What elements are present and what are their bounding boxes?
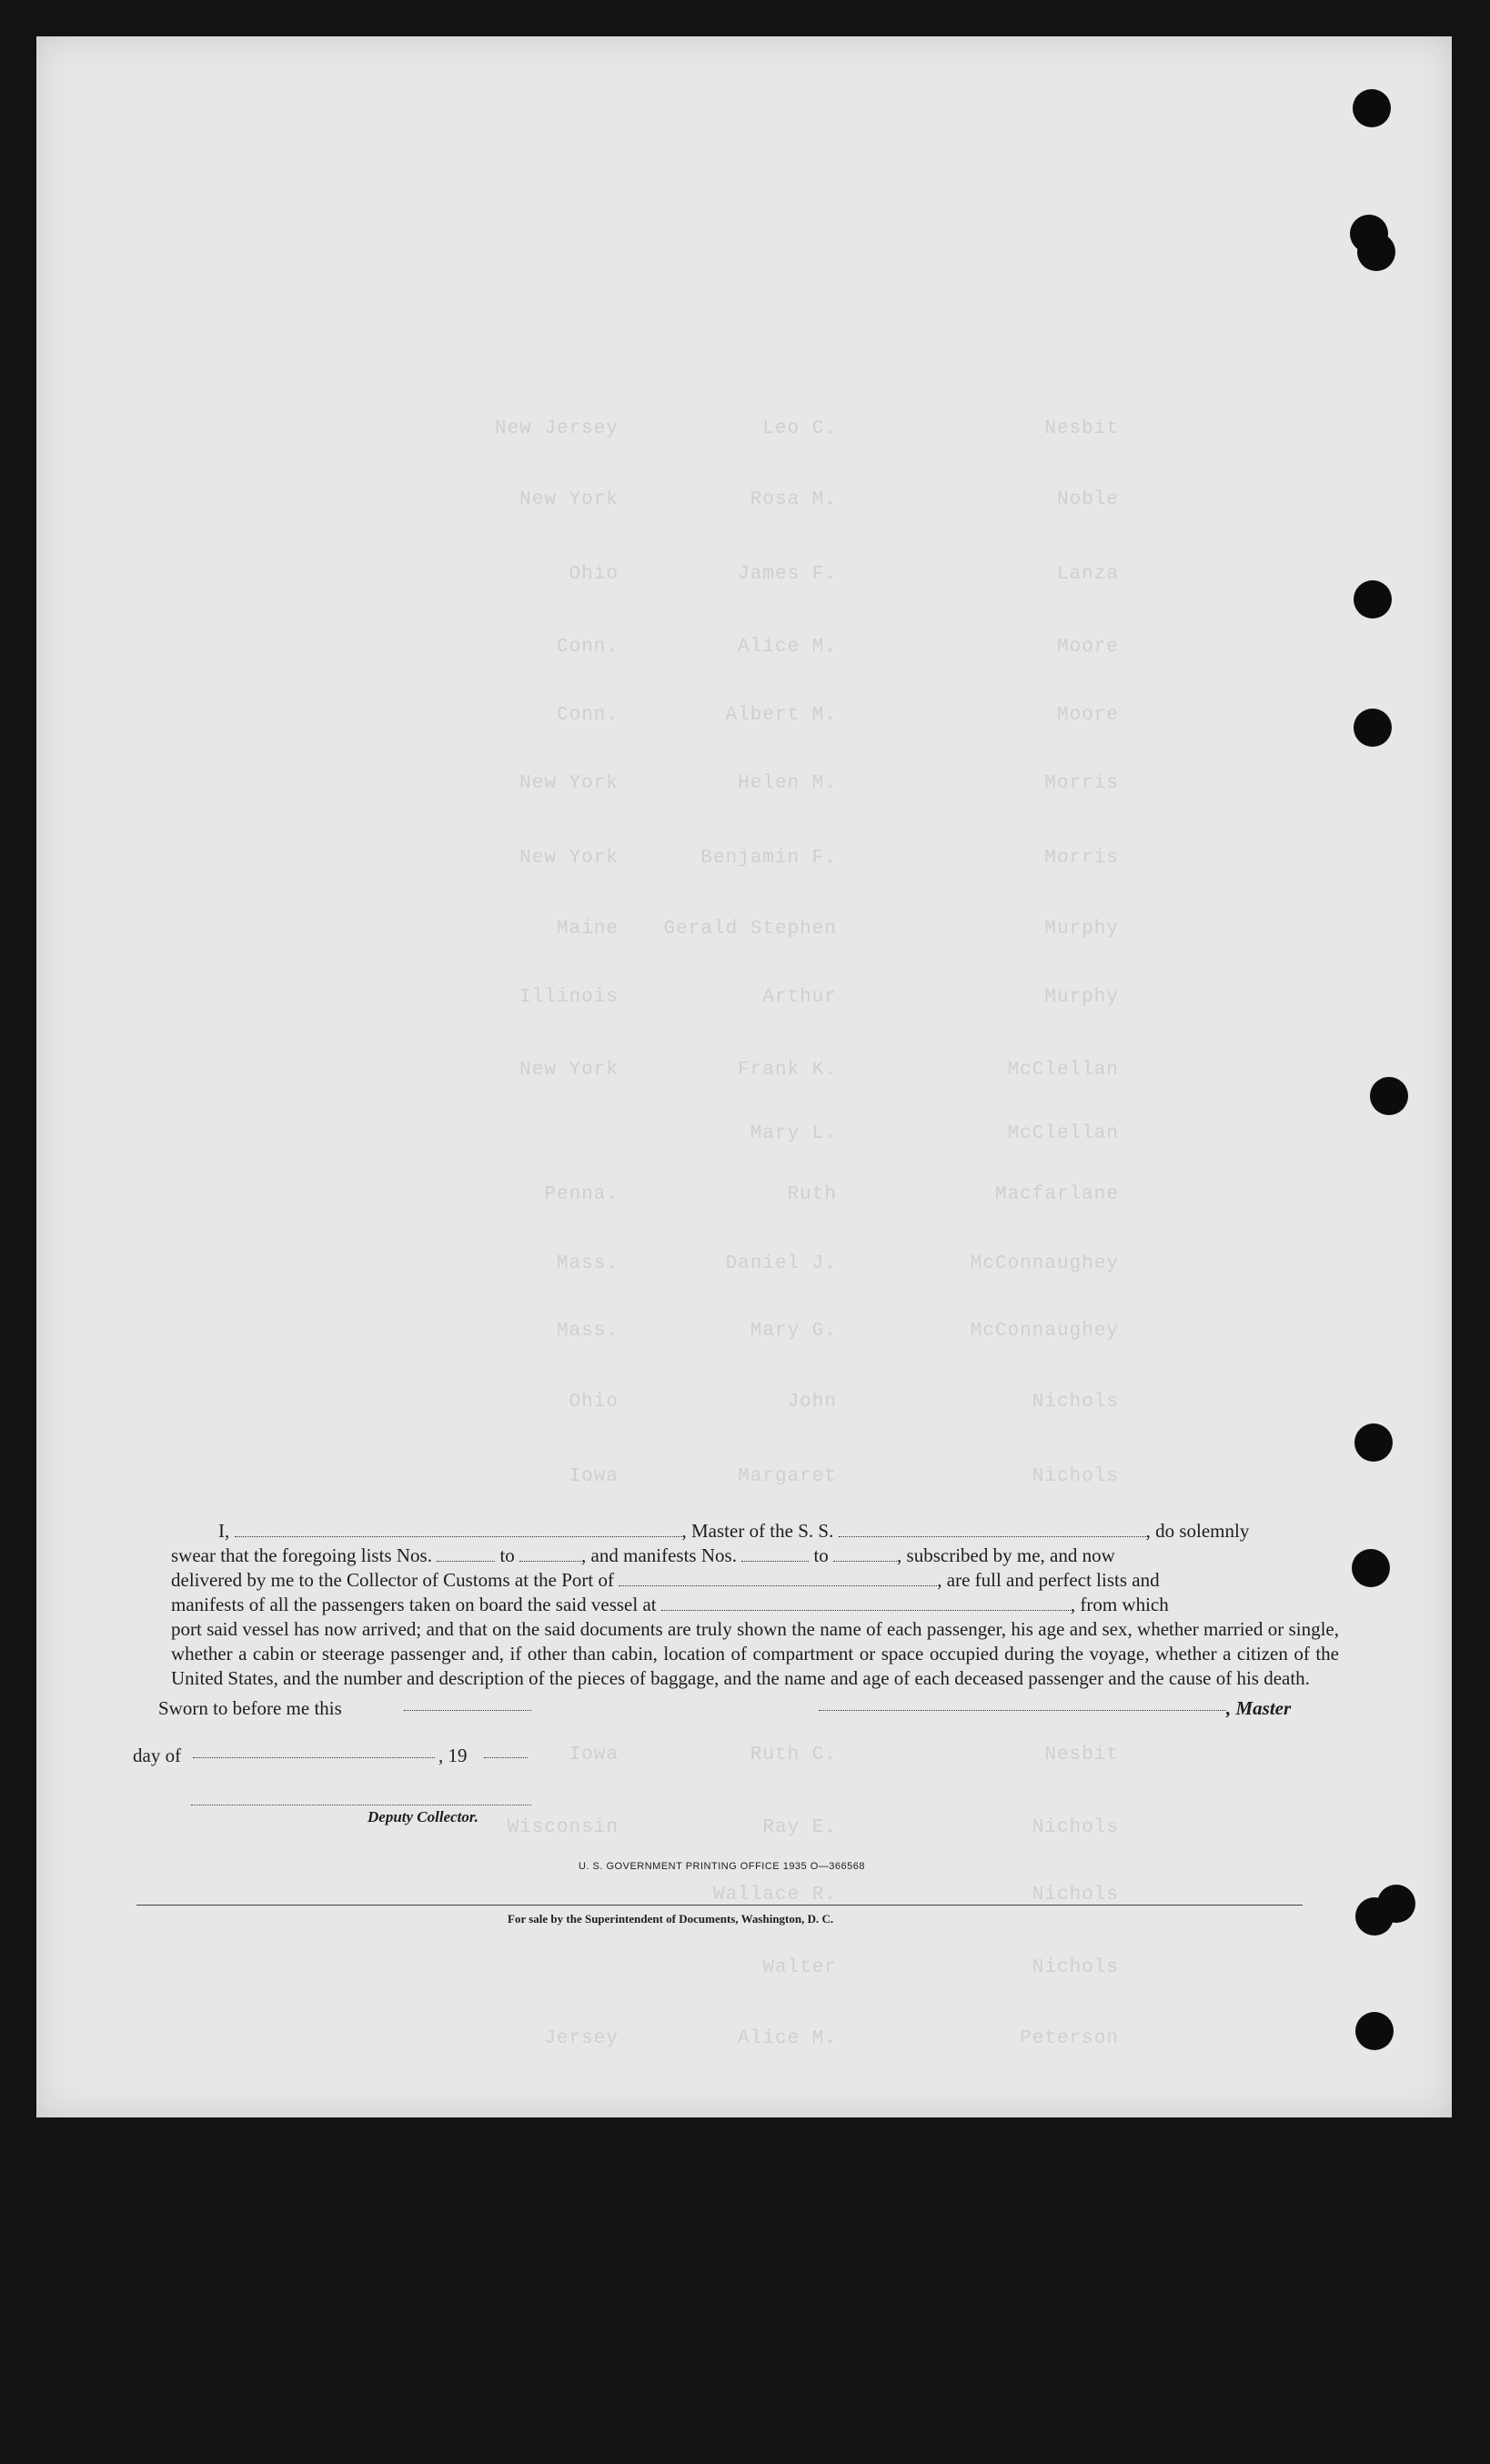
bleed-through-text: Nichols (1032, 1392, 1119, 1413)
bleed-through-text: Nesbit (1044, 418, 1119, 439)
bleed-through-text: Morris (1044, 773, 1119, 794)
manifest-no-to-blank[interactable] (833, 1544, 897, 1562)
bleed-through-text: Moore (1056, 705, 1119, 726)
bleed-through-text: Daniel J. (725, 1253, 837, 1274)
bleed-through-text: Noble (1056, 489, 1119, 510)
oath-text: to (499, 1544, 515, 1566)
oath-text: , from which (1070, 1594, 1169, 1615)
oath-text: , do solemnly (1145, 1520, 1250, 1542)
bleed-through-text: Iowa (569, 1466, 619, 1487)
bleed-through-text: Walter (762, 1957, 837, 1978)
master-signature-line[interactable] (819, 1710, 1226, 1711)
punch-hole (1354, 1423, 1393, 1462)
bleed-through-text: Benjamin F. (700, 848, 837, 869)
oath-text: to (813, 1544, 829, 1566)
oath-line-1 (171, 1519, 1339, 1544)
bleed-through-text: Murphy (1044, 987, 1119, 1008)
departure-port-blank[interactable] (661, 1594, 1071, 1611)
vessel-name-blank[interactable] (839, 1520, 1146, 1537)
bleed-through-text: Illinois (519, 987, 619, 1008)
oath-text: swear that the foregoing lists Nos. (171, 1544, 432, 1566)
bleed-through-text: Rosa M. (750, 489, 837, 510)
bleed-through-text: Ruth C. (750, 1745, 837, 1765)
bleed-through-text: Morris (1044, 848, 1119, 869)
bleed-through-text: Alice M. (738, 637, 837, 658)
bleed-through-text: Alice M. (738, 2028, 837, 2049)
oath-text: , and manifests Nos. (581, 1544, 737, 1566)
bleed-through-text: Ray E. (762, 1817, 837, 1838)
oath-text: , Master of the S. S. (681, 1520, 834, 1542)
year-label: , 19 (438, 1745, 468, 1766)
bleed-through-text: Helen M. (738, 773, 837, 794)
list-no-to-blank[interactable] (519, 1544, 581, 1562)
bleed-through-text: McConnaughey (970, 1321, 1119, 1342)
bleed-through-text: Leo C. (762, 418, 837, 439)
bleed-through-text: Macfarlane (994, 1184, 1119, 1205)
bleed-through-text: Arthur (762, 987, 837, 1008)
bleed-through-text: Mary L. (750, 1123, 837, 1144)
bottom-rule (136, 1905, 1303, 1906)
punch-hole (1355, 2012, 1394, 2050)
bleed-through-text: Albert M. (725, 705, 837, 726)
year-line[interactable] (484, 1757, 528, 1758)
bleed-through-text: Ohio (569, 1392, 619, 1413)
bleed-through-text: Frank K. (738, 1060, 837, 1081)
punch-hole (1352, 1549, 1390, 1587)
bleed-through-text: Murphy (1044, 919, 1119, 940)
bleed-through-text: New York (519, 773, 619, 794)
bleed-through-text: New York (519, 1060, 619, 1081)
punch-hole (1357, 233, 1395, 271)
punch-hole (1354, 580, 1392, 619)
oath-text: , are full and perfect lists and (937, 1569, 1160, 1591)
bleed-through-text: McClellan (1007, 1123, 1119, 1144)
printing-office-line: U. S. GOVERNMENT PRINTING OFFICE 1935 O—366568 (579, 1861, 865, 1872)
oath-line-2 (171, 1544, 1339, 1568)
bleed-through-text: New York (519, 489, 619, 510)
oath-text: , subscribed by me, and now (897, 1544, 1115, 1566)
punch-hole (1353, 89, 1391, 127)
bleed-through-text: Nichols (1032, 1957, 1119, 1978)
bleed-through-text: Ohio (569, 564, 619, 585)
bleed-through-text: Ruth (787, 1184, 837, 1205)
bleed-through-text: Margaret (738, 1466, 837, 1487)
master-label: , Master (1226, 1697, 1292, 1719)
bleed-through-text: McConnaughey (970, 1253, 1119, 1274)
bleed-through-text: Gerald Stephen (663, 919, 837, 940)
bleed-through-text: Peterson (1020, 2028, 1119, 2049)
oath-body: port said vessel has now arrived; and that on the said documents are truly shown the name of each passenger, his age and sex, whether married or single, whether a cabin or steerage passenger and, if other than cabin, location of compartment or space occupied during the voyage, whether a citizen of the United States, and the number and description of the pieces of baggage, and the name and age of each deceased passenger and the cause of his death. (171, 1618, 1339, 1689)
deputy-collector-label: Deputy Collector. (367, 1808, 478, 1825)
punch-hole (1370, 1077, 1408, 1115)
bleed-through-text: Nichols (1032, 1817, 1119, 1838)
sworn-date-line[interactable] (404, 1710, 531, 1711)
bleed-through-text: Nichols (1032, 1466, 1119, 1487)
bleed-through-text: Iowa (569, 1745, 619, 1765)
bleed-through-text: New York (519, 848, 619, 869)
punch-hole (1354, 709, 1392, 747)
bleed-through-text: Wisconsin (507, 1817, 619, 1838)
bleed-through-text: John (787, 1392, 837, 1413)
oath-text: delivered by me to the Collector of Customs at the Port of (171, 1569, 614, 1591)
bleed-through-text: Nichols (1032, 1885, 1119, 1906)
port-blank[interactable] (619, 1569, 937, 1586)
bleed-through-text: Maine (556, 919, 619, 940)
manifest-no-from-blank[interactable] (741, 1544, 809, 1562)
punch-hole (1377, 1885, 1415, 1923)
oath-text: manifests of all the passengers taken on board the said vessel at (171, 1594, 657, 1615)
oath-line-4 (171, 1593, 1339, 1617)
bleed-through-text: Moore (1056, 637, 1119, 658)
master-name-blank[interactable] (235, 1520, 682, 1537)
oath-paragraph (171, 1519, 1339, 1691)
bleed-through-text: Conn. (556, 705, 619, 726)
bleed-through-text: Mary G. (750, 1321, 837, 1342)
bleed-through-text: Mass. (556, 1253, 619, 1274)
bleed-through-text: Nesbit (1044, 1745, 1119, 1765)
sworn-label: Sworn to before me this (158, 1697, 342, 1719)
oath-line-3 (171, 1568, 1339, 1593)
bleed-through-text: Penna. (544, 1184, 619, 1205)
bleed-through-text: Wallace R. (712, 1885, 837, 1906)
day-of-label: day of (133, 1745, 182, 1766)
bleed-through-text: New Jersey (494, 418, 619, 439)
oath-text: I, (218, 1520, 230, 1542)
list-no-from-blank[interactable] (437, 1544, 495, 1562)
month-line[interactable] (193, 1757, 435, 1758)
sale-line: For sale by the Superintendent of Documents, Washington, D. C. (508, 1912, 834, 1926)
bleed-through-text: McClellan (1007, 1060, 1119, 1081)
bleed-through-text: Jersey (544, 2028, 619, 2049)
bleed-through-text: Lanza (1056, 564, 1119, 585)
document-sheet (36, 36, 1452, 2117)
bleed-through-text: James F. (738, 564, 837, 585)
bleed-through-text: Conn. (556, 637, 619, 658)
bleed-through-text: Mass. (556, 1321, 619, 1342)
